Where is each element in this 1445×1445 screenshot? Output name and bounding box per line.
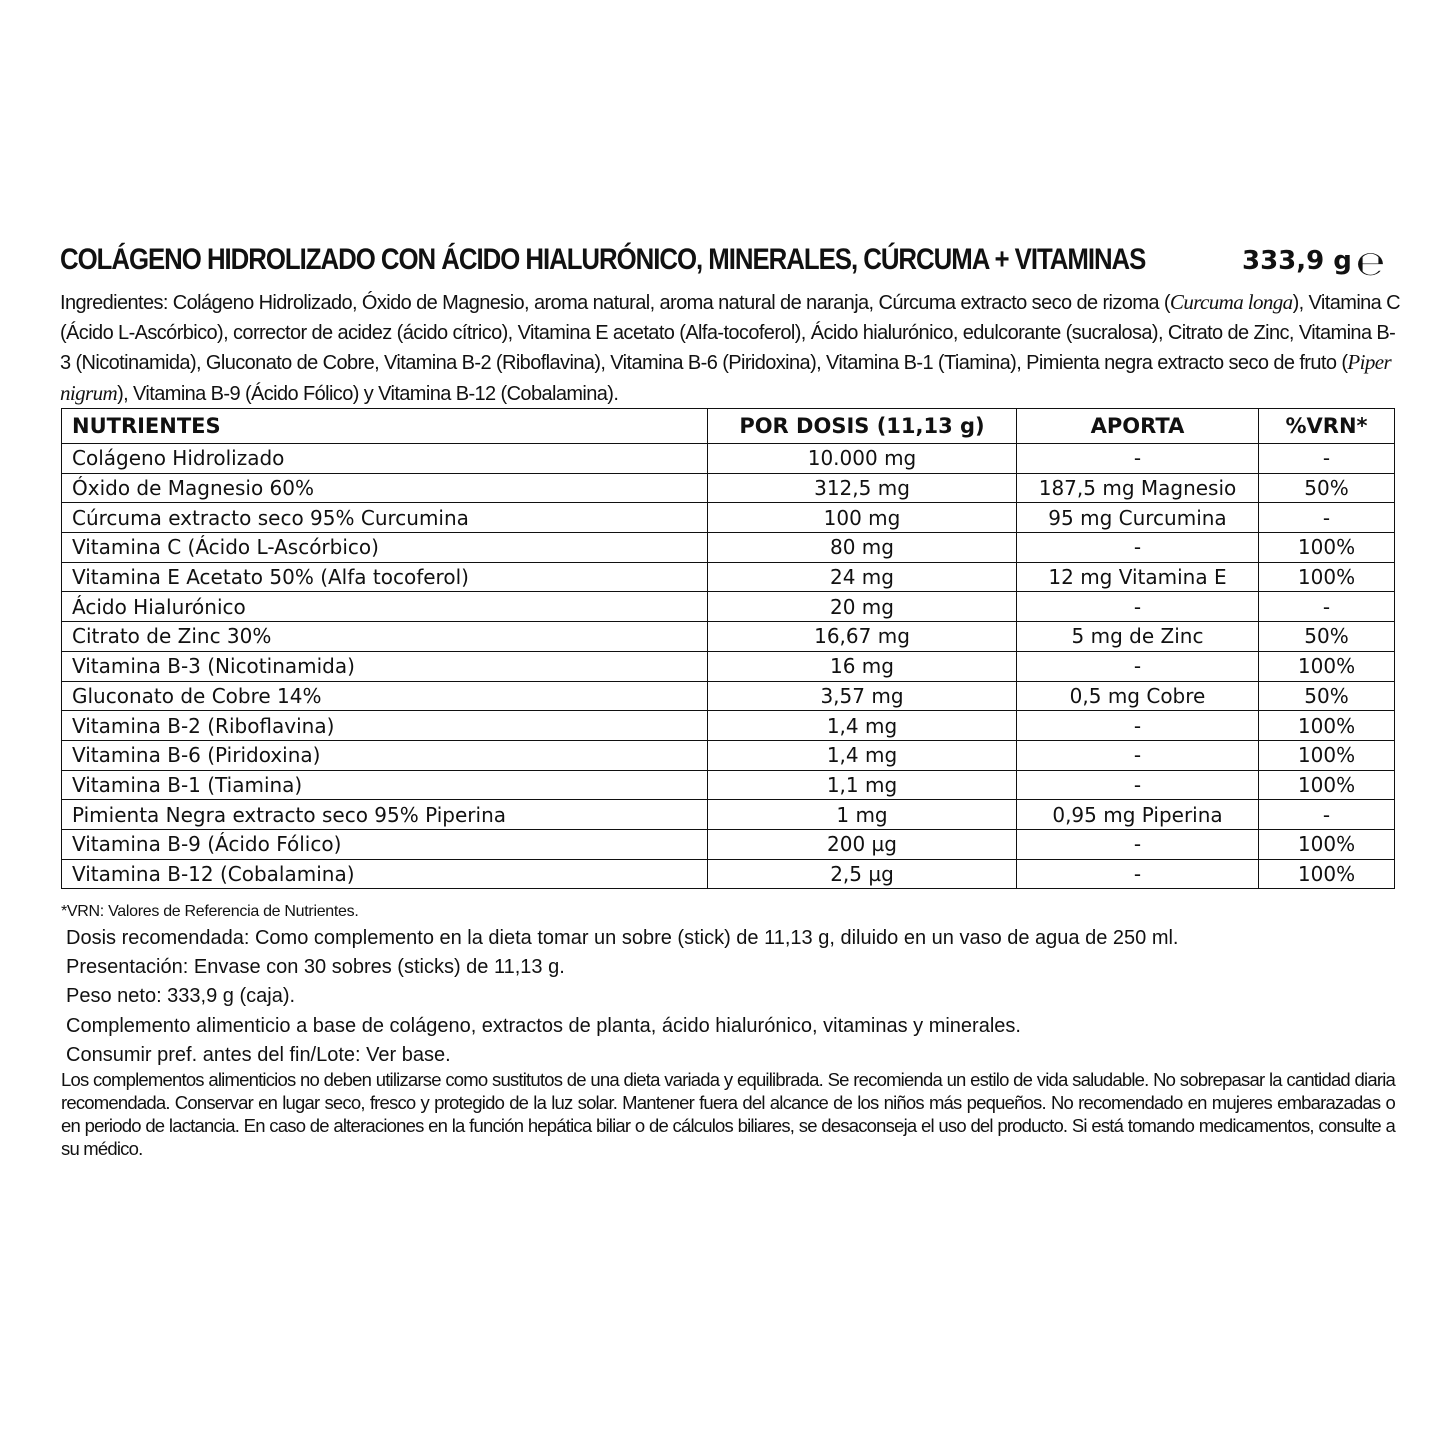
- vrn-value: 50%: [1259, 622, 1395, 652]
- table-row: [62, 444, 1395, 474]
- product-info: [66, 924, 1396, 1070]
- table-row: [62, 533, 1395, 563]
- nutrition-table-body: [62, 444, 1395, 889]
- vrn-value: -: [1259, 444, 1395, 474]
- product-title: COLÁGENO HIDROLIZADO CON ÁCIDO HIALURÓNICO, MINERALES, CÚRCUMA + VITAMINAS: [60, 243, 1146, 276]
- header-vrn: %VRN*: [1259, 409, 1395, 444]
- per-dose-value: 1,4 mg: [708, 740, 1017, 770]
- provides-value: 187,5 mg Magnesio: [1017, 473, 1259, 503]
- provides-value: -: [1017, 651, 1259, 681]
- per-dose-value: 1 mg: [708, 800, 1017, 830]
- provides-value: -: [1017, 444, 1259, 474]
- provides-value: -: [1017, 711, 1259, 741]
- per-dose-value: 16 mg: [708, 651, 1017, 681]
- provides-value: -: [1017, 592, 1259, 622]
- provides-value: -: [1017, 859, 1259, 889]
- vrn-value: 100%: [1259, 859, 1395, 889]
- table-row: [62, 651, 1395, 681]
- nutrient-name: Colágeno Hidrolizado: [62, 444, 708, 474]
- supplement-description: Complemento alimenticio a base de colágeno, extractos de planta, ácido hialurónico, vitaminas y minerales.: [66, 1014, 1021, 1037]
- nutrient-name: Vitamina B-3 (Nicotinamida): [62, 651, 708, 681]
- vrn-value: 50%: [1259, 473, 1395, 503]
- vrn-value: 100%: [1259, 740, 1395, 770]
- per-dose-value: 200 µg: [708, 829, 1017, 859]
- vrn-value: 50%: [1259, 681, 1395, 711]
- per-dose-value: 312,5 mg: [708, 473, 1017, 503]
- ingredients-text: [60, 288, 1400, 409]
- vrn-value: -: [1259, 592, 1395, 622]
- nutrient-name: Vitamina B-6 (Piridoxina): [62, 740, 708, 770]
- vrn-value: 100%: [1259, 651, 1395, 681]
- latin-name: Curcuma longa: [1169, 290, 1293, 314]
- vrn-value: 100%: [1259, 711, 1395, 741]
- vrn-footnote: *VRN: Valores de Referencia de Nutrientes.: [61, 903, 359, 920]
- nutrient-name: Gluconato de Cobre 14%: [62, 681, 708, 711]
- ingredients-part: ), Vitamina B-9 (Ácido Fólico) y Vitamina B-12 (Cobalamina).: [117, 382, 619, 405]
- presentation-line: Presentación: Envase con 30 sobres (sticks) de 11,13 g.: [66, 956, 565, 979]
- product-title-line: [60, 243, 1400, 285]
- provides-value: 0,95 mg Piperina: [1017, 800, 1259, 830]
- nutrient-name: Vitamina B-2 (Riboflavina): [62, 711, 708, 741]
- header-aporta: APORTA: [1017, 409, 1259, 444]
- table-row: [62, 859, 1395, 889]
- vrn-value: 100%: [1259, 562, 1395, 592]
- per-dose-value: 100 mg: [708, 503, 1017, 533]
- table-row: [62, 800, 1395, 830]
- ingredients-part: Ingredientes: Colágeno Hidrolizado, Óxido de Magnesio, aroma natural, aroma natural de naranja, Cúrcuma extracto seco de rizoma (: [60, 292, 1170, 314]
- per-dose-value: 1,4 mg: [708, 711, 1017, 741]
- provides-value: -: [1017, 770, 1259, 800]
- table-row: [62, 681, 1395, 711]
- provides-value: 12 mg Vitamina E: [1017, 562, 1259, 592]
- nutrition-table: [61, 408, 1395, 889]
- nutrient-name: Vitamina B-1 (Tiamina): [62, 770, 708, 800]
- provides-value: -: [1017, 533, 1259, 563]
- table-row: [62, 711, 1395, 741]
- nutrient-name: Vitamina B-9 (Ácido Fólico): [62, 829, 708, 859]
- provides-value: 0,5 mg Cobre: [1017, 681, 1259, 711]
- vrn-value: 100%: [1259, 829, 1395, 859]
- net-weight-line: Peso neto: 333,9 g (caja).: [66, 985, 296, 1008]
- provides-value: 5 mg de Zinc: [1017, 622, 1259, 652]
- best-before-line: Consumir pref. antes del fin/Lote: Ver base.: [66, 1043, 451, 1066]
- nutrient-name: Vitamina E Acetato 50% (Alfa tocoferol): [62, 562, 708, 592]
- per-dose-value: 16,67 mg: [708, 622, 1017, 652]
- per-dose-value: 80 mg: [708, 533, 1017, 563]
- table-row: [62, 770, 1395, 800]
- net-weight: 333,9 g: [1242, 246, 1352, 276]
- estimated-sign-icon: ℮: [1356, 244, 1386, 284]
- vrn-value: -: [1259, 800, 1395, 830]
- table-row: [62, 562, 1395, 592]
- table-row: [62, 622, 1395, 652]
- per-dose-value: 10.000 mg: [708, 444, 1017, 474]
- table-row: [62, 740, 1395, 770]
- nutrient-name: Vitamina C (Ácido L-Ascórbico): [62, 533, 708, 563]
- table-row: [62, 592, 1395, 622]
- table-row: [62, 503, 1395, 533]
- per-dose-value: 2,5 µg: [708, 859, 1017, 889]
- per-dose-value: 3,57 mg: [708, 681, 1017, 711]
- nutrient-name: Ácido Hialurónico: [62, 592, 708, 622]
- dosage-line: Dosis recomendada: Como complemento en la dieta tomar un sobre (stick) de 11,13 g, diluido en un vaso de agua de 250 ml.: [66, 927, 1179, 949]
- provides-value: -: [1017, 740, 1259, 770]
- warning-text: Los complementos alimenticios no deben utilizarse como sustitutos de una dieta variada y equilibrada. Se recomienda un estilo de vida saludable. No sobrepasar la cantidad diaria recomendada. Conservar en lugar seco, fresco y protegido de la luz solar. Mantener fuera del alcance de los niños más pequeños. No recomendado en mujeres embarazadas o en periodo de lactancia. En caso de alteraciones en la función hepática biliar o de cálculos biliares, se desaconseja el uso del producto. Si está tomando medicamentos, consulte a su médico.: [61, 1069, 1395, 1159]
- per-dose-value: 1,1 mg: [708, 770, 1017, 800]
- ingredients-part: ), Vitamina C (Ácido L-Ascórbico), corrector de acidez (ácido cítrico), Vitamina E acetato (Alfa-tocoferol), Ácido hialurónico, edulcorante (sucralosa), Citrato de Zinc, Vitamina B-3 (Nicotinamida), Gluconato de Cobre, Vitamina B-2 (Riboflavina), Vitamina B-6 (Piridoxina), Vitamina B-1 (Tiamina), Pimienta negra extracto seco de fruto (: [60, 292, 1401, 374]
- provides-value: -: [1017, 829, 1259, 859]
- vrn-value: 100%: [1259, 770, 1395, 800]
- vrn-value: 100%: [1259, 533, 1395, 563]
- per-dose-value: 20 mg: [708, 592, 1017, 622]
- nutrient-name: Citrato de Zinc 30%: [62, 622, 708, 652]
- table-row: [62, 829, 1395, 859]
- nutrient-name: Óxido de Magnesio 60%: [62, 473, 708, 503]
- per-dose-value: 24 mg: [708, 562, 1017, 592]
- nutrient-name: Cúrcuma extracto seco 95% Curcumina: [62, 503, 708, 533]
- latin-name: Piper nigrum: [60, 350, 1392, 405]
- header-nutrientes: NUTRIENTES: [62, 409, 708, 444]
- provides-value: 95 mg Curcumina: [1017, 503, 1259, 533]
- header-por-dosis: POR DOSIS (11,13 g): [708, 409, 1017, 444]
- nutrient-name: Vitamina B-12 (Cobalamina): [62, 859, 708, 889]
- vrn-value: -: [1259, 503, 1395, 533]
- table-row: [62, 473, 1395, 503]
- table-header-row: [62, 409, 1395, 444]
- nutrient-name: Pimienta Negra extracto seco 95% Piperina: [62, 800, 708, 830]
